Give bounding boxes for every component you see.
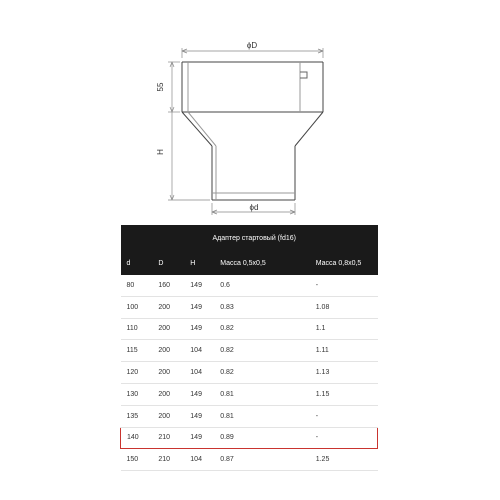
table-row [121,340,378,362]
dim-big-diameter-label: ϕD [246,41,258,50]
header-D: D [152,251,184,275]
dim-collar-height-label: 55 [156,82,165,92]
cell-mass-05: 0.6 [214,275,310,296]
cell-D: 160 [152,275,184,296]
cell-d: 130 [121,383,153,405]
cell-mass-08: - [310,405,378,427]
cell-mass-08: 1.15 [310,383,378,405]
cell-mass-05: 0.89 [214,427,310,449]
header-d: d [121,251,153,275]
cell-H: 104 [184,362,214,384]
cell-H: 104 [184,340,214,362]
cell-D: 200 [152,296,184,318]
table-row [121,427,378,449]
cell-mass-08: 1.25 [310,449,378,471]
dim-small-diameter-label: ϕd [249,203,259,212]
cell-mass-05: 0.83 [214,296,310,318]
table-row [121,383,378,405]
cell-D: 200 [152,318,184,340]
header-mass-05: Масса 0,5x0,5 [214,251,310,275]
table-row [121,362,378,384]
cell-H: 104 [184,449,214,471]
table-row [121,275,378,296]
table-body [121,275,378,471]
adapter-outline [182,62,323,200]
technical-drawing [0,0,500,225]
cell-mass-08: - [310,275,378,296]
dim-total-height-label: H [156,149,165,155]
cell-mass-05: 0.82 [214,318,310,340]
cell-mass-05: 0.81 [214,383,310,405]
table-header-row [121,251,378,275]
header-H: H [184,251,214,275]
cell-H: 149 [184,296,214,318]
cell-mass-08: 1.11 [310,340,378,362]
spec-table [120,225,378,471]
table-row [121,296,378,318]
cell-mass-05: 0.87 [214,449,310,471]
cell-D: 200 [152,383,184,405]
cell-H: 149 [184,318,214,340]
cell-d: 100 [121,296,153,318]
cell-mass-08: - [310,427,378,449]
cell-d: 135 [121,405,153,427]
cell-H: 149 [184,405,214,427]
cell-mass-08: 1.1 [310,318,378,340]
cell-D: 210 [152,449,184,471]
cell-D: 200 [152,362,184,384]
cell-d: 150 [121,449,153,471]
table-title: Адаптер стартовый (fd16) [121,225,378,251]
cell-D: 200 [152,340,184,362]
cell-mass-05: 0.82 [214,362,310,384]
cell-d: 110 [121,318,153,340]
cell-D: 210 [152,427,184,449]
cell-H: 149 [184,383,214,405]
cell-mass-05: 0.81 [214,405,310,427]
header-mass-08: Масса 0,8x0,5 [310,251,378,275]
cell-d: 120 [121,362,153,384]
cell-mass-05: 0.82 [214,340,310,362]
cell-d: 115 [121,340,153,362]
cell-D: 200 [152,405,184,427]
table-row [121,449,378,471]
table-row [121,405,378,427]
table-title-row [121,225,378,251]
cell-mass-08: 1.13 [310,362,378,384]
cell-H: 149 [184,275,214,296]
cell-mass-08: 1.08 [310,296,378,318]
cell-d: 80 [121,275,153,296]
cell-d: 140 [121,427,153,449]
cell-H: 149 [184,427,214,449]
table-row [121,318,378,340]
